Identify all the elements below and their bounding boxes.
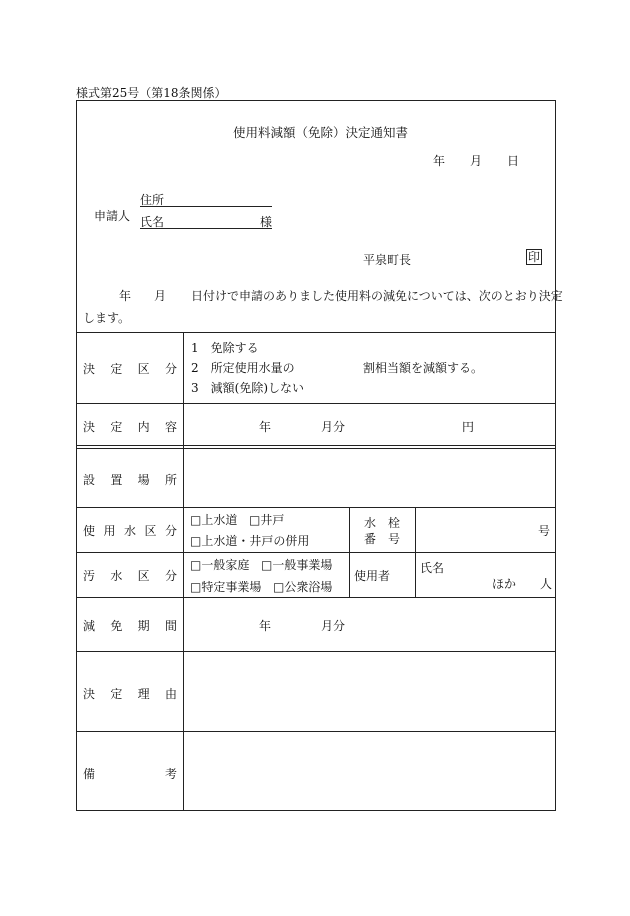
user-name-label: 氏名 [420,561,445,575]
decision-option-3: 3 減額(免除)しない [191,381,304,395]
inner-column-divider [415,507,416,597]
address-label: 住所 [140,193,165,207]
row-divider [77,651,555,652]
sewage-option-bathhouse: □公衆浴場 [273,580,333,594]
remarks-label: 備 考 [83,767,177,781]
sewage-type-label: 汚 水 区 分 [83,569,177,583]
content-month: 月分 [321,420,346,434]
reason-label: 決 定 理 由 [83,687,177,701]
user-label: 使用者 [354,569,391,583]
address-field [140,191,272,207]
issuer: 平泉町長 [363,253,412,267]
content-yen: 円 [462,420,475,434]
honorific: 様 [259,215,272,229]
date-year: 年 [433,154,446,168]
location-label: 設 置 場 所 [83,473,177,487]
seal-mark: 印 [528,250,541,264]
period-label: 減 免 期 間 [83,619,177,633]
name-label: 氏名 [140,215,165,229]
sewage-option-specific: □特定事業場 [190,580,262,594]
meter-label-line-1: 水 栓 [363,516,400,530]
sewage-option-general: □一般事業場 [261,558,333,572]
date-day: 日 [507,154,520,168]
row-divider [77,597,555,598]
water-option-both: □上水道・井戸の併用 [190,534,310,548]
notice-form [76,100,563,811]
document-title: 使用料減額（免除）決定通知書 [233,125,409,140]
row-divider [77,448,555,449]
content-year: 年 [259,420,272,434]
decision-content-label: 決 定 内 容 [83,420,177,434]
water-option-city: □上水道 [190,513,238,527]
row-divider [77,332,555,333]
decision-option-2: 2 所定使用水量の [191,361,295,375]
row-divider [77,731,555,732]
row-divider [77,445,555,446]
period-month: 月分 [321,619,346,633]
inner-column-divider [349,507,350,597]
decision-type-label: 決 定 区 分 [83,362,177,376]
user-others: ほか [492,577,517,591]
label-column-divider [183,332,184,810]
water-type-label: 使 用 水 区 分 [83,524,177,538]
decision-option-1: 1 免除する [191,341,259,355]
user-count-unit: 人 [540,577,553,591]
body-year: 年 [119,289,132,303]
decision-ratio-text: 割相当額を減額する。 [363,361,484,375]
form-number: 様式第25号（第18条関係） [76,86,227,100]
meter-suffix: 号 [538,524,551,538]
water-option-well: □井戸 [249,513,285,527]
row-divider [77,403,555,404]
body-month: 月 [154,289,167,303]
row-divider [77,507,555,508]
name-field [140,213,272,229]
applicant-label: 申請人 [94,209,131,223]
body-line-2: します。 [83,311,131,325]
body-line-1: 日付けで申請のありました使用料の減免については、次のとおり決定 [191,289,563,303]
sewage-option-household: □一般家庭 [190,558,250,572]
row-divider [77,552,555,553]
date-month: 月 [470,154,483,168]
period-year: 年 [259,619,272,633]
meter-label-line-2: 番 号 [363,532,400,546]
